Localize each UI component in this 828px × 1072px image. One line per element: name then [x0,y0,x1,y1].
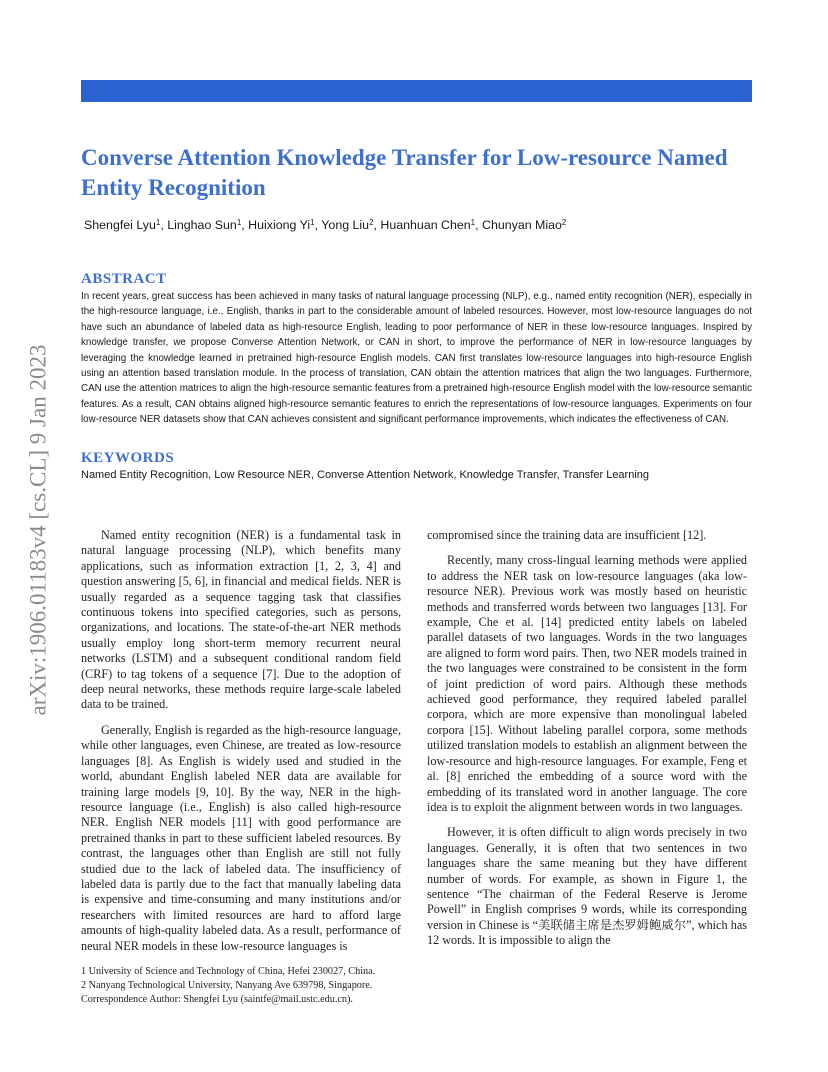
footnote-correspondence: Correspondence Author: Shengfei Lyu (saintfe@mail.ustc.edu.cn). [81,994,353,1005]
paper-title: Converse Attention Knowledge Transfer for Low-resource Named Entity Recognition [81,145,728,200]
footnote-affiliation-1: 1 University of Science and Technology of China, Hefei 230027, China. [81,966,376,977]
keywords-heading: KEYWORDS [81,450,175,466]
author-0: Shengfei Lyu$^1$, [84,218,168,232]
arxiv-identifier-text: arXiv:1906.01183v4 [cs.CL] 9 Jan 2023 [25,344,50,716]
author-3: Yong Liu$^2$, [321,218,381,232]
author-4: Huanhuan Chen$^1$, [380,218,483,232]
abstract-heading: ABSTRACT [81,271,167,287]
body-column-left [81,528,401,964]
author-2: Huixiong Yi$^1$, [248,218,322,232]
keywords-text: Named Entity Recognition, Low Resource NER, Converse Attention Network, Knowledge Transfer, Transfer Learning [81,469,650,481]
author-1: Linghao Sun$^1$, [167,218,249,232]
body-column-right [427,528,747,959]
paragraph: Named entity recognition (NER) is a fundamental task in natural language processing (NLP), which benefits many applications, such as information extraction [1, 2, 3, 4] and question answering [5, 6], in financial and medical fields. NER is usually regarded as a sequence tagging task that classifies continuous tokens into specified categories, such as persons, organizations, and locations. The state-of-the-art NER methods usually employ long short-term memory recurrent neural networks (LSTM) and a subsequent conditional random field (CRF) to tag tokens of a sequence [7]. Due to the adoption of deep neural networks, these methods require large-scale labeled data to be trained. [81,528,401,712]
header-banner [81,80,752,102]
abstract-text: In recent years, great success has been achieved in many tasks of natural language processing (NLP), e.g., named entity recognition (NER), especially in the high-resource language, i.e., English, thanks in part to the considerable amount of labeled resources. However, most low-resource languages do not have such an abundance of labeled data as high-resource English, leading to poor performance of NER in these low-resource languages. Inspired by knowledge transfer, we propose Converse Attention Network, or CAN in short, to improve the performance of NER in low-resource languages by leveraging the knowledge learned in pretrained high-resource English models. CAN first translates low-resource languages into high-resource English using an attention based translation module. In the process of translation, CAN obtain the attention matrices that align the two languages. Furthermore, CAN use the attention matrices to align the high-resource semantic features from a pretrained high-resource English model with the low-resource semantic features. As a result, CAN obtains aligned high-resource semantic features to enrich the representations of low-resource languages. Experiments on four low-resource NER datasets show that CAN achieves consistent and significant performance improvements, which indicates the effectiveness of CAN. [81,291,752,426]
paragraph: Recently, many cross-lingual learning methods were applied to address the NER task on low-resource languages (aka low-resource NER). Previous work was mostly based on heuristic methods and transferred words between two languages [13]. For example, Che et al. [14] predicted entity labels on labeled parallel datasets of two languages. Words in the two languages are aligned to form word pairs. Then, two NER models trained in the two languages were constrained to be consistent in the form of joint prediction of word pairs. Although these methods achieved good performance, they required labeled parallel corpora, which are more expensive than monolingual labeled corpora [15]. Without labeling parallel corpora, some methods utilized translation models to establish an alignment between the low-resource and high-resource languages. For example, Feng et al. [8] enriched the embedding of a source word with the embedding of its translated word in another language. The core idea is to exploit the alignment between words in two languages. [427,553,747,814]
footnotes [81,965,501,1007]
footnote-affiliation-2: 2 Nanyang Technological University, Nanyang Ave 639798, Singapore. [81,980,373,991]
paragraph: Generally, English is regarded as the high-resource language, while other languages, even Chinese, are treated as low-resource languages [8]. As English is widely used and studied in the world, abundant English labeled NER data are available for training large models [9, 10]. By the way, NER in the high-resource language (i.e., English) is also called high-resource NER. English NER models [11] with good performance are pretrained thanks in part to these sufficient labeled resources. By contrast, the languages other than English are still not fully studied due to the lack of labeled data. The insufficiency of labeled data is partly due to the fact that manually labeling data is expensive and time-consuming and many institutions and/or researchers with limited resources are hard to afford large amounts of high-quality labeled data. As a result, performance of neural NER models in these low-resource languages is [81,722,401,953]
author-list [84,218,744,232]
paragraph: compromised since the training data are insufficient [12]. [427,528,707,542]
paragraph: However, it is often difficult to align words precisely in two languages. Generally, it is often that two sentences in two languages share the same meaning but they have different number of words. For example, as shown in Figure 1, the sentence “The chairman of the Federal Reserve is Jerome Powell” in English comprises 9 words, while its corresponding version in Chinese is “美联储主席是杰罗姆鲍威尔”, which has 12 words. It is impossible to align the [427,825,747,948]
arxiv-identifier [20,300,56,760]
author-5: Chunyan Miao$^2$ [482,218,567,232]
